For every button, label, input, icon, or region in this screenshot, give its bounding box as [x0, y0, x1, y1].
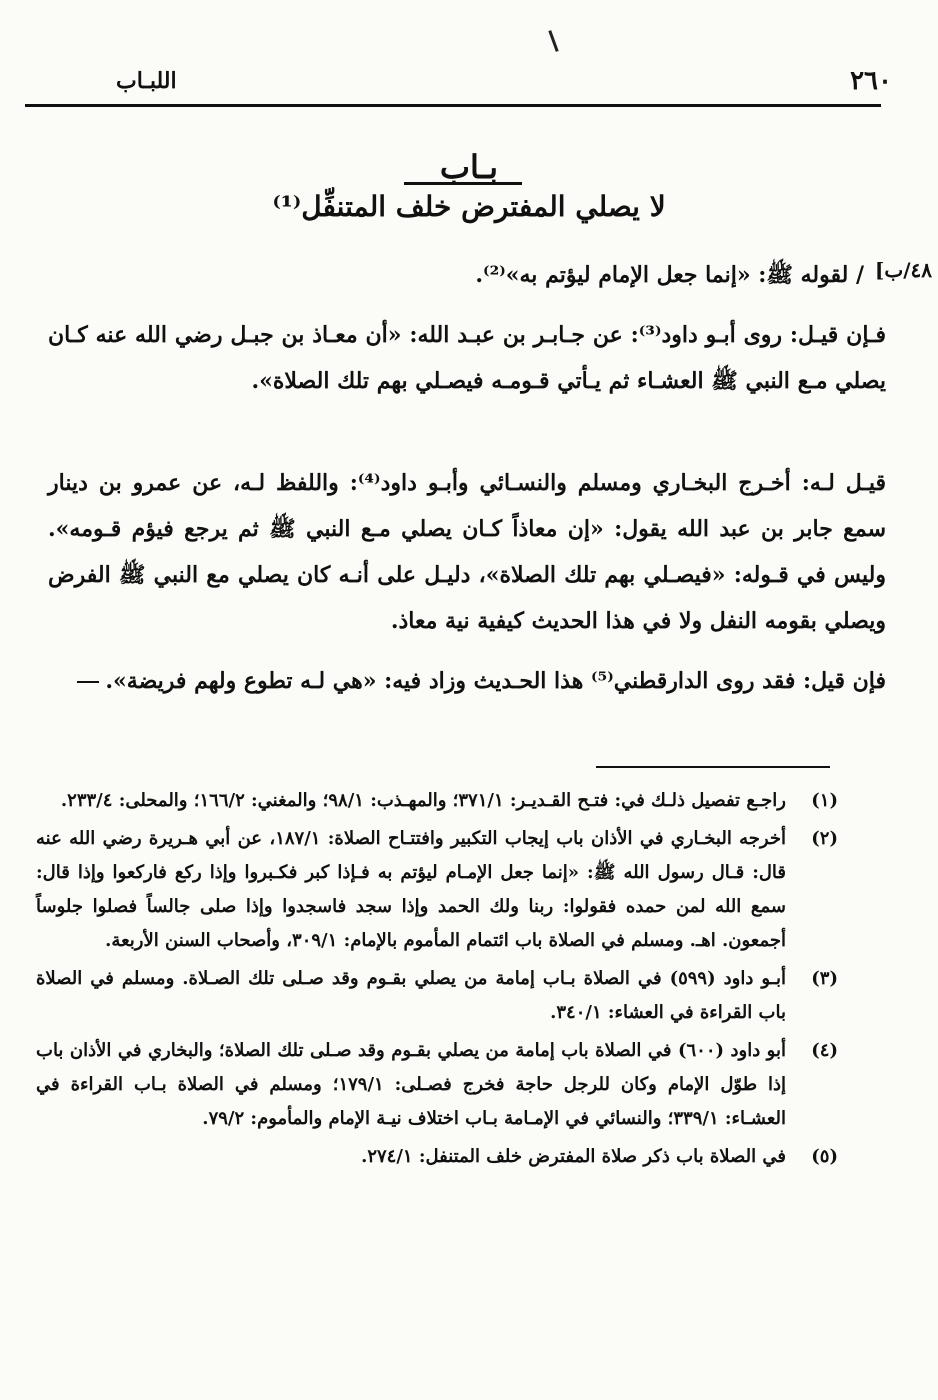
footnote-number: (٣): [811, 968, 838, 989]
paragraph: قيـل لـه: أخـرج البخـاري ومسلم والنسـائي وأبـو داود⁽⁴⁾: واللفظ لـه، عن عمرو بن دينار سمع جابر بن عبد الله يقول: «إن معاذاً كـان يصلي مـع النبي ﷺ ثم يرجع فيؤم قـومه». وليس في قـوله: «فيصـلي بهم تلك الصلاة»، دليـل على أنـه كان يصلي مع النبي ﷺ الفرض ويصلي بقومه النفل ولا في هذا الحديث كيفية نية معاذ.: [48, 470, 886, 634]
paragraph: [48, 658, 886, 704]
footnote-text: في الصلاة باب ذكر صلاة المفترض خلف المتنفل: ٢٧٤/١.: [361, 1146, 786, 1167]
footnote-number: (١): [811, 790, 838, 811]
footnote: [36, 822, 838, 958]
running-title: اللبـاب: [116, 68, 177, 94]
scan-mark: [548, 30, 558, 52]
manuscript-folio-ref: ٤٨/ب]: [874, 258, 932, 282]
footnote-text: أبـو داود (٥٩٩) في الصلاة بـاب إمامة من يصلي بقـوم وقد صـلى تلك الصـلاة. ومسلم في الصلاة باب القراءة في العشاء: ٣٤٠/١.: [36, 968, 786, 1023]
paragraph: فـإن قيـل: روى أبـو داود⁽³⁾: عن جـابـر بن عبـد الله: «أن معـاذ بن جبـل رضي الله عنه كـان يصلي مـع النبي ﷺ العشـاء ثم يـأتي قـومـه فيصـلي بهم تلك الصلاة».: [48, 322, 886, 394]
header-rule: [25, 104, 881, 107]
paragraph: / لقوله ﷺ: «إنما جعل الإمام ليؤتم به»⁽²⁾.: [475, 262, 864, 288]
section-end-mark: [77, 681, 99, 683]
footnote: [36, 1140, 838, 1174]
footnote-number: (٢): [811, 828, 838, 849]
chapter-heading: بـاب: [439, 148, 499, 186]
footnote-text: أبو داود (٦٠٠) في الصلاة باب إمامة من يصلي بقـوم وقد صـلى تلك الصلاة؛ والبخاري في الأذان باب إذا طوّل الإمام وكان للرجل حاجة فخرج فصـلى: ١٧٩/١؛ ومسلم في الصلاة بـاب القراءة في العشـاء: ٣٣٩/١؛ والنسائي في الإمـامة بـاب اختلاف نيـة الإمام والمأموم: ٧٩/٢.: [36, 1040, 786, 1129]
footnote: [36, 1034, 838, 1136]
page-number: ٢٦٠: [850, 66, 892, 96]
paragraph-text: فإن قيل: فقد روى الدارقطني⁽⁵⁾ هذا الحـديث وزاد فيه: «هي لـه تطوع ولهم فريضة».: [105, 668, 886, 694]
footnote-text: أخرجه البخـاري في الأذان باب إيجاب التكبير وافتتـاح الصلاة: ١٨٧/١، عن أبي هـريرة رضي الله عنه قال: قـال رسول الله ﷺ: «إنما جعل الإمـام ليؤتم به فـإذا كبر فكـبروا وإذا ركع فاركعوا وإذا قال: سمع الله لمن حمده فقولوا: ربنا ولك الحمد وإذا سجد فاسجدوا وإذا صلى جالساً فصلوا جلوساً أجمعون. اهـ. ومسلم في الصلاة باب ائتمام المأموم بالإمام: ٣٠٩/١، وأصحاب السنن الأربعة.: [36, 828, 787, 951]
footnote-text: راجـع تفصيل ذلـك في: فتـح القـديـر: ٣٧١/١؛ والمهـذب: ٩٨/١؛ والمغني: ١٦٦/٢؛ والمحلى: ٢٣٣/٤.: [60, 790, 786, 811]
chapter-heading-underline: [404, 182, 522, 185]
footnote: [36, 784, 838, 818]
chapter-title: لا يصلي المفترض خلف المتنفِّل⁽¹⁾: [272, 190, 666, 223]
footnotes: [36, 784, 838, 1178]
footnote-rule: [596, 766, 830, 768]
footnote-number: (٤): [811, 1040, 838, 1061]
footnote-number: (٥): [811, 1146, 838, 1167]
running-header: [24, 60, 892, 100]
footnote: [36, 962, 838, 1030]
